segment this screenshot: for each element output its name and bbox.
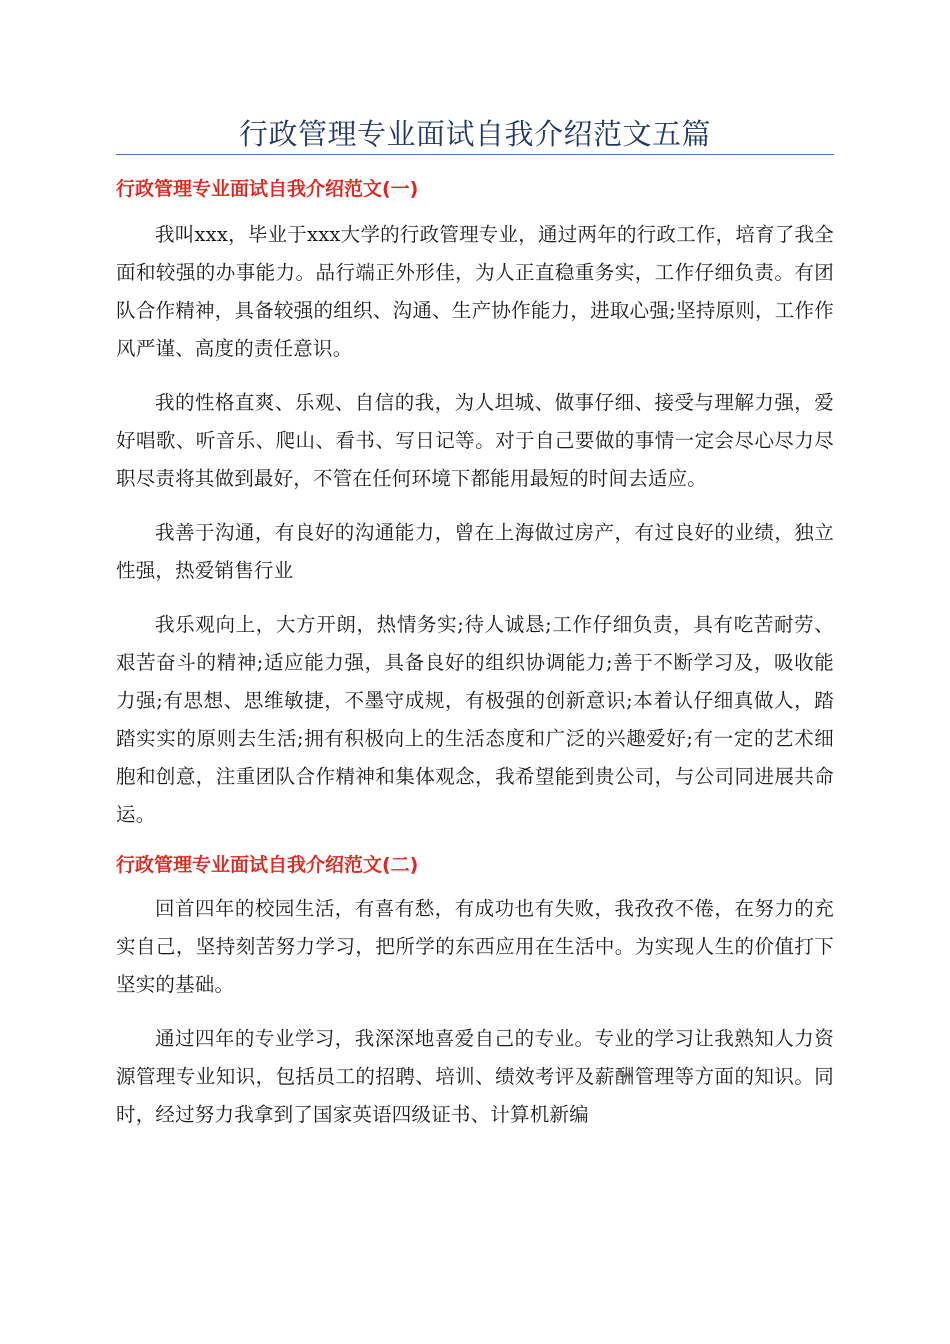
paragraph: 我乐观向上，大方开朗，热情务实;待人诚恳;工作仔细负责，具有吃苦耐劳、艰苦奋斗的精神;适应能力强，具备良好的组织协调能力;善于不断学习及，吸收能力强;有思想、思维敏捷，不墨守成规，有极强的创新意识;本着认仔细真做人，踏踏实实的原则去生活;拥有积极向上的生活态度和广泛的兴趣爱好;有一定的艺术细胞和创意，注重团队合作精神和集体观念，我希望能到贵公司，与公司同进展共命运。 — [116, 613, 834, 826]
paragraph: 我善于沟通，有良好的沟通能力，曾在上海做过房产，有过良好的业绩，独立性强，热爱销售行业 — [116, 521, 834, 582]
section-heading-1: 行政管理专业面试自我介绍范文(一) — [116, 178, 419, 200]
document-body — [116, 174, 834, 1134]
paragraph: 我的性格直爽、乐观、自信的我，为人坦城、做事仔细、接受与理解力强，爱好唱歌、听音乐、爬山、看书、写日记等。对于自己要做的事情一定会尽心尽力尽职尽责将其做到最好，不管在任何环境下都能用最短的时间去适应。 — [116, 391, 834, 490]
title-underline — [116, 154, 834, 155]
paragraph: 回首四年的校园生活，有喜有愁，有成功也有失败，我孜孜不倦，在努力的充实自己，坚持刻苦努力学习，把所学的东西应用在生活中。为实现人生的价值打下坚实的基础。 — [116, 897, 834, 996]
paragraph: 我叫xxx，毕业于xxx大学的行政管理专业，通过两年的行政工作，培育了我全面和较强的办事能力。品行端正外形佳，为人正直稳重务实，工作仔细负责。有团队合作精神，具备较强的组织、沟通、生产协作能力，进取心强;坚持原则，工作作风严谨、高度的责任意识。 — [116, 223, 834, 360]
section-heading-2: 行政管理专业面试自我介绍范文(二) — [116, 854, 419, 876]
document-title: 行政管理专业面试自我介绍范文五篇 — [238, 117, 711, 151]
paragraph: 通过四年的专业学习，我深深地喜爱自己的专业。专业的学习让我熟知人力资源管理专业知识，包括员工的招聘、培训、绩效考评及薪酬管理等方面的知识。同时，经过努力我拿到了国家英语四级证书、计算机新编 — [116, 1027, 834, 1126]
